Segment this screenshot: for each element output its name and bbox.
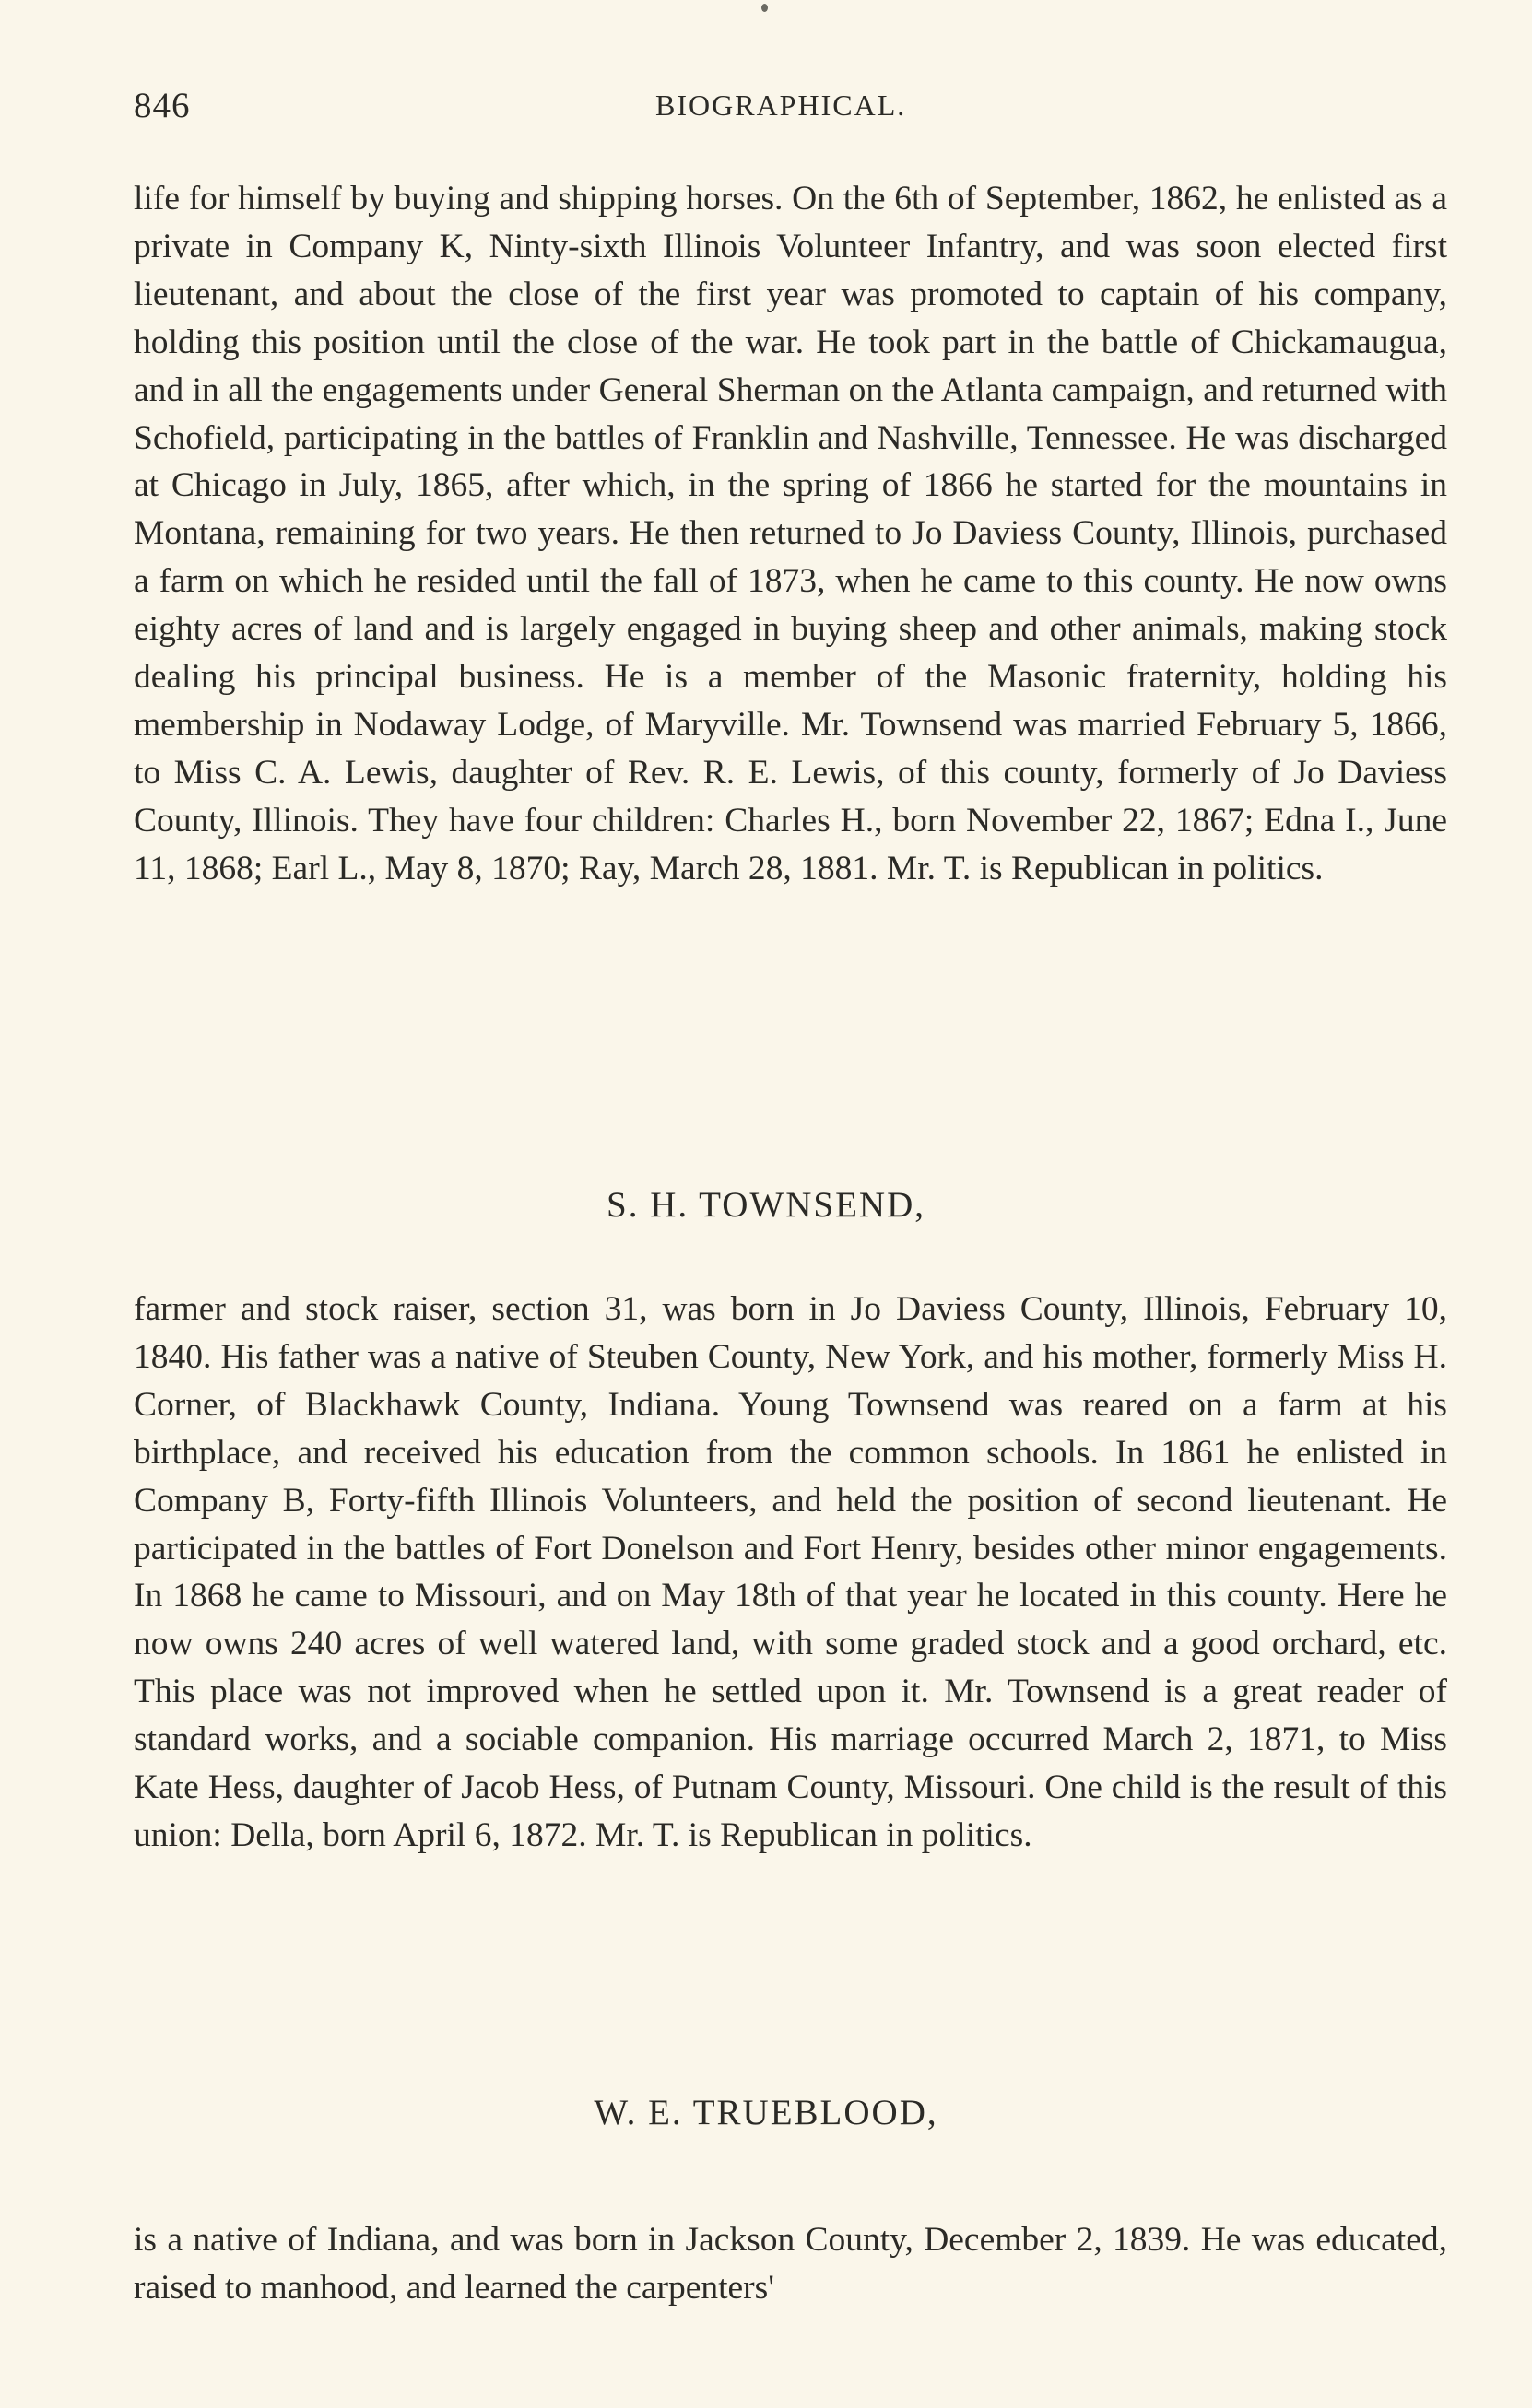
section-heading: S. H. TOWNSEND,	[607, 1185, 925, 1225]
paragraph: life for himself by buying and shipping horses. On the 6th of September, 1862, he enlisted as a private in Company K, Ninty-sixth Illinois Volunteer Infantry, and was soon elected first lieutenant, and about the close of the first year was promoted to captain of his company, holding this position until the close of the war. He took part in the battle of Chickamaugua, and in all the engagements under General Sherman on the Atlanta campaign, and returned with Schofield, participating in the battles of Franklin and Nashville, Tennessee. He was discharged at Chicago in July, 1865, after which, in the spring of 1866 he started for the mountains in Montana, remaining for two years. He then returned to Jo Daviess County, Illinois, purchased a farm on which he resided until the fall of 1873, when he came to this county. He now owns eighty acres of land and is largely engaged in buying sheep and other animals, making stock dealing his principal business. He is a member of the Masonic fraternity, holding his membership in Nodaway Lodge, of Maryville. Mr. Townsend was married February 5, 1866, to Miss C. A. Lewis, daughter of Rev. R. E. Lewis, of this county, formerly of Jo Daviess County, Illinois. They have four children: Charles H., born November 22, 1867; Edna I., June 11, 1868; Earl L., May 8, 1870; Ray, March 28, 1881. Mr. T. is Republican in politics.	[134, 180, 1447, 887]
running-head: BIOGRAPHICAL.	[655, 88, 907, 122]
paragraph: is a native of Indiana, and was born in Jackson County, December 2, 1839. He was educated, raised to manhood, and learned the carpenters'	[134, 2221, 1447, 2307]
biography-trueblood	[134, 2216, 1447, 2312]
page-number: 846	[134, 86, 191, 125]
ink-speck	[761, 4, 768, 12]
biography-continuation	[134, 175, 1447, 893]
biography-townsend	[134, 1286, 1447, 1860]
paragraph: farmer and stock raiser, section 31, was born in Jo Daviess County, Illinois, February 10, 1840. His father was a native of Steuben County, New York, and his mother, formerly Miss H. Corner, of Blackhawk County, Indiana. Young Townsend was reared on a farm at his birthplace, and received his education from the common schools. In 1861 he enlisted in Company B, Forty-fifth Illinois Volunteers, and held the position of second lieutenant. He participated in the battles of Fort Donelson and Fort Henry, besides other minor engagements. In 1868 he came to Missouri, and on May 18th of that year he located in this county. Here he now owns 240 acres of well watered land, with some graded stock and a good orchard, etc. This place was not improved when he settled upon it. Mr. Townsend is a great reader of standard works, and a sociable companion. His marriage occurred March 2, 1871, to Miss Kate Hess, daughter of Jacob Hess, of Putnam County, Missouri. One child is the result of this union: Della, born April 6, 1872. Mr. T. is Republican in politics.	[134, 1290, 1447, 1854]
section-heading: W. E. TRUEBLOOD,	[594, 2093, 938, 2132]
page-header	[134, 85, 1443, 140]
